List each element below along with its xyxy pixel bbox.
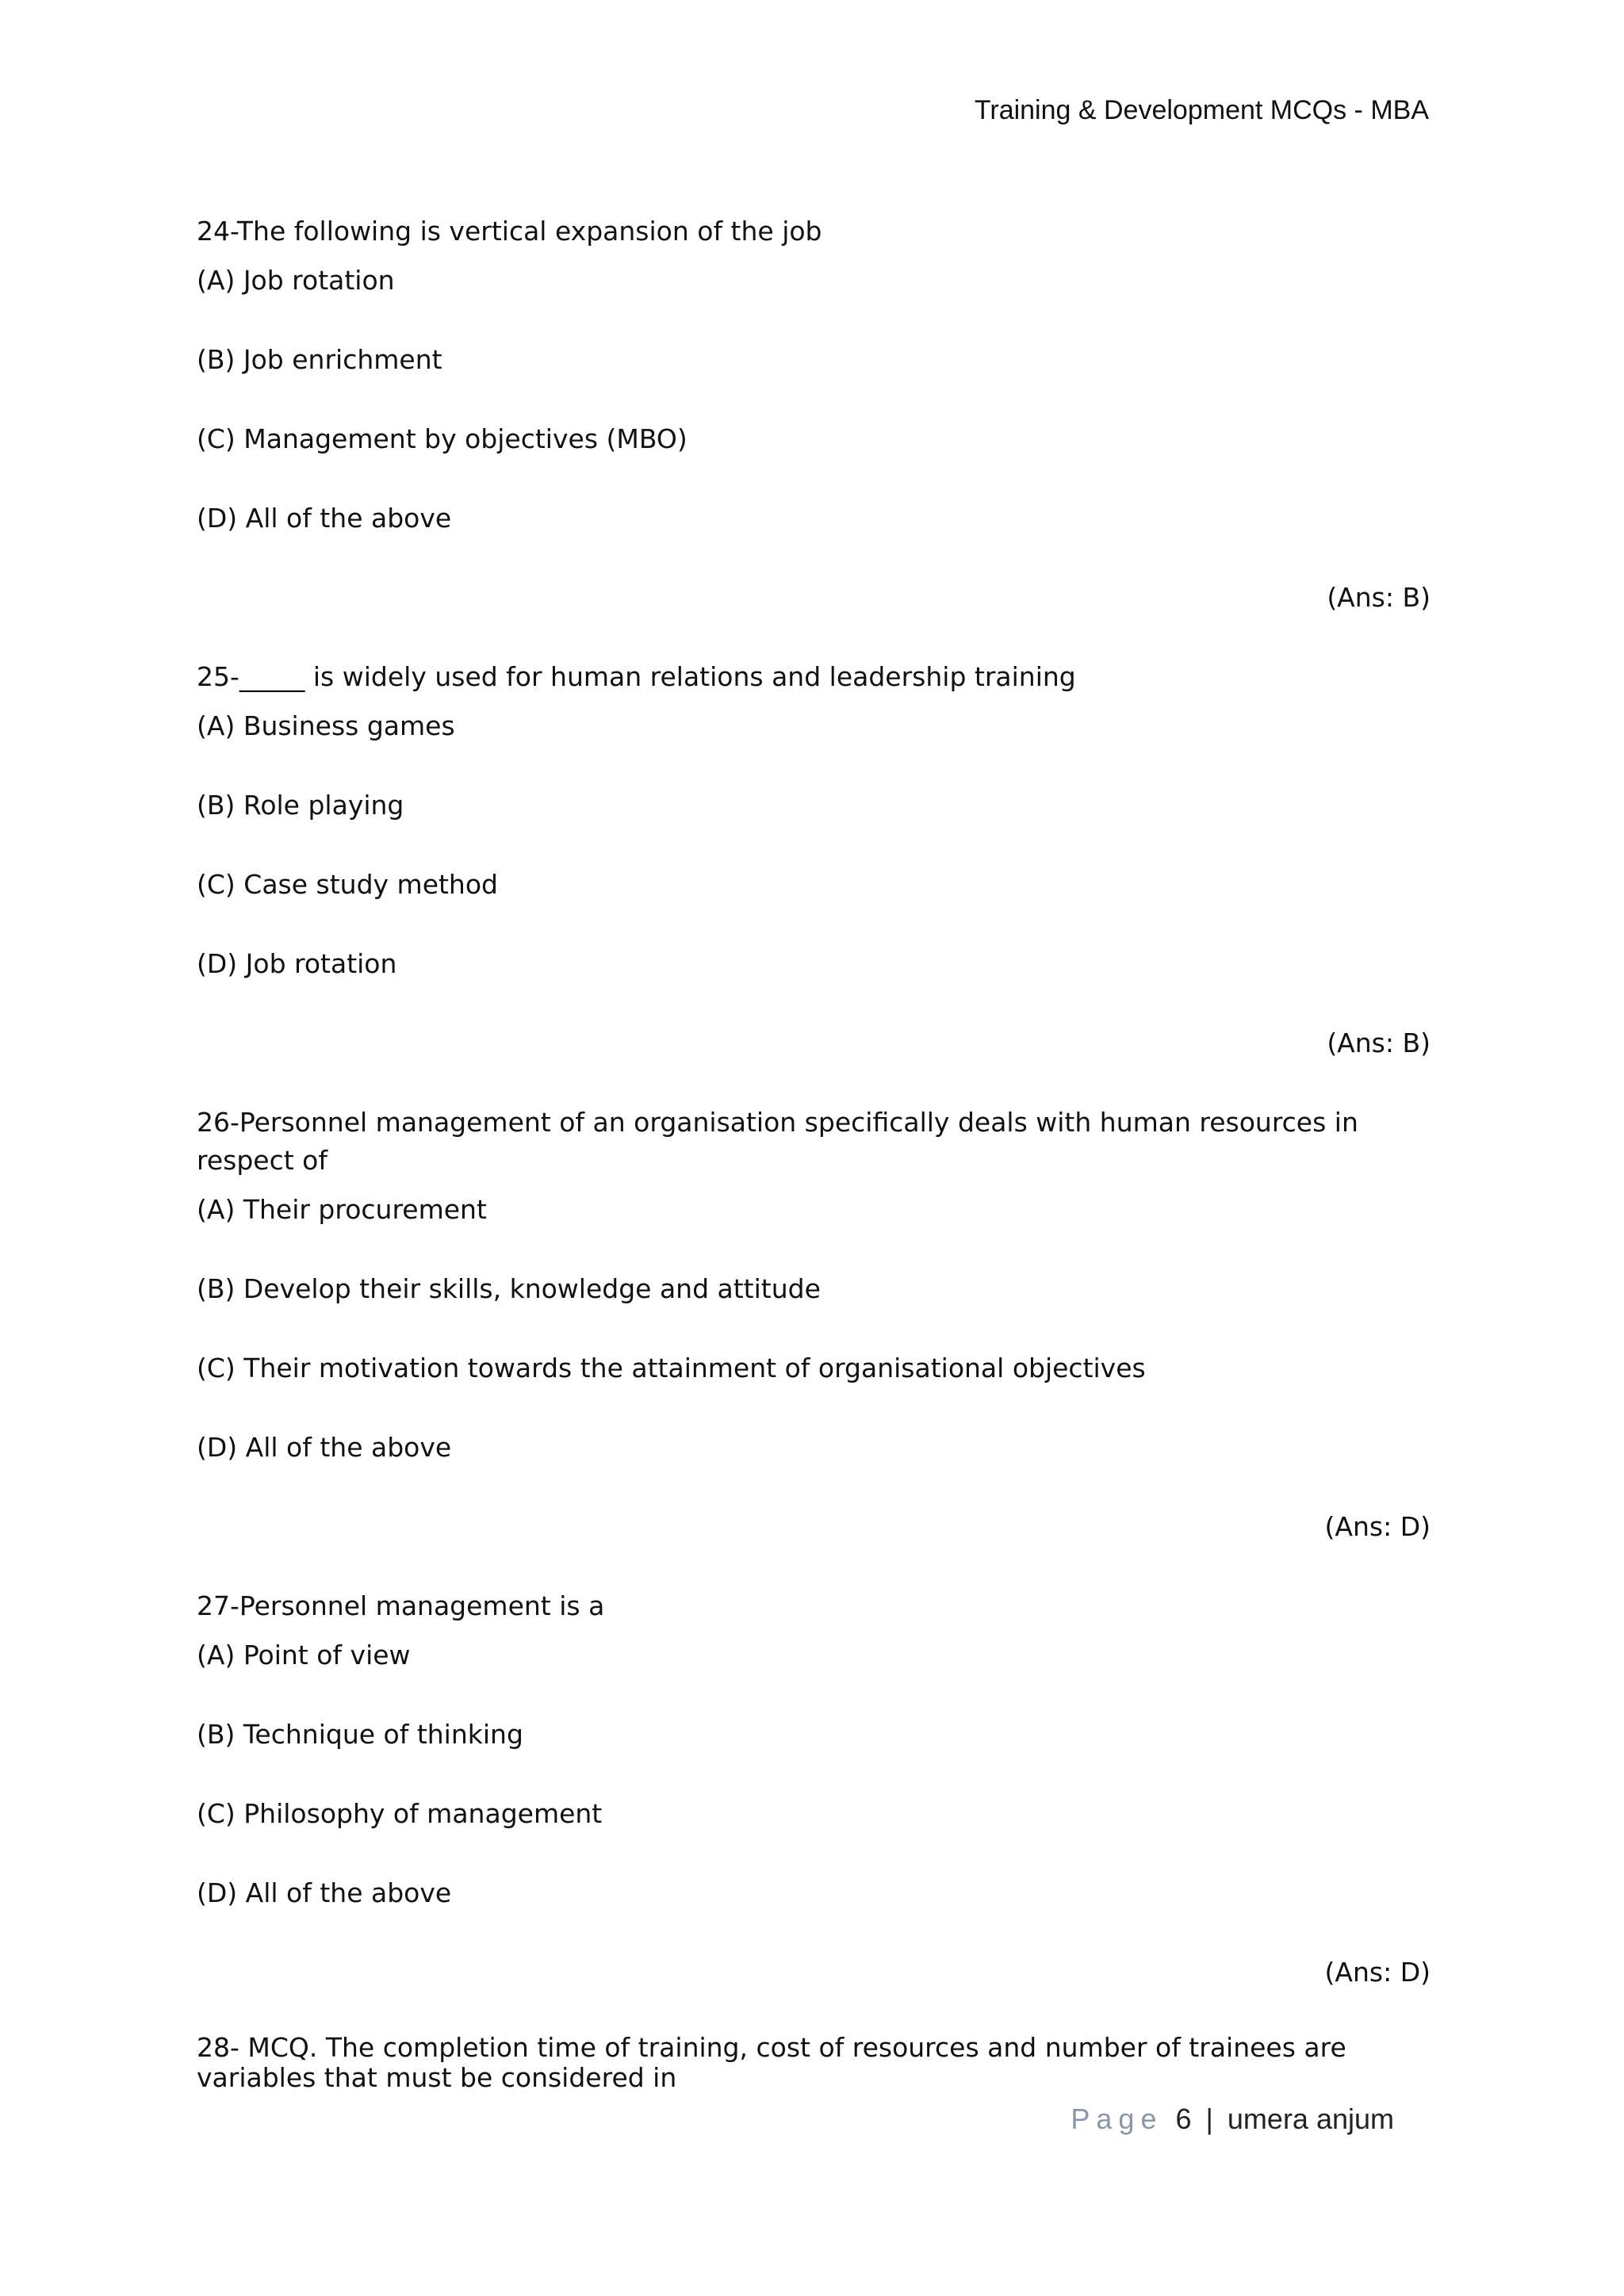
option-d: (D) All of the above <box>197 503 452 534</box>
option-c: (C) Case study method <box>197 869 498 900</box>
option-b: (B) Develop their skills, knowledge and attitude <box>197 1273 821 1304</box>
question-25 <box>197 658 1431 1062</box>
answer-label: (Ans: B) <box>1327 1027 1431 1058</box>
option-c: (C) Management by objectives (MBO) <box>197 423 688 454</box>
question-text: 28- MCQ. The completion time of training, cost of resources and number of trainees are variables that must be considered in <box>197 2032 1346 2093</box>
footer-separator: | <box>1205 2103 1213 2135</box>
question-26 <box>197 1104 1431 1546</box>
page-header-title: Training & Development MCQs - MBA <box>974 95 1429 125</box>
option-c: (C) Philosophy of management <box>197 1798 603 1829</box>
page-footer <box>1071 2103 1394 2136</box>
option-c: (C) Their motivation towards the attainment of organisational objectives <box>197 1353 1146 1383</box>
question-28 <box>197 2033 1431 2093</box>
option-a: (A) Their procurement <box>197 1194 487 1225</box>
question-text: 24-The following is vertical expansion of the job <box>197 216 822 247</box>
option-d: (D) All of the above <box>197 1877 452 1908</box>
option-a: (A) Point of view <box>197 1640 411 1670</box>
question-text: 27-Personnel management is a <box>197 1590 605 1621</box>
question-text: 26-Personnel management of an organisation specifically deals with human resources in respect of <box>197 1107 1358 1176</box>
option-b: (B) Job enrichment <box>197 344 442 375</box>
question-27 <box>197 1587 1431 1992</box>
option-b: (B) Technique of thinking <box>197 1719 523 1750</box>
page-label: Page <box>1071 2103 1163 2135</box>
page-number: 6 <box>1175 2103 1192 2135</box>
question-text: 25-_____ is widely used for human relations and leadership training <box>197 661 1076 692</box>
question-list <box>197 212 1431 2104</box>
option-b: (B) Role playing <box>197 790 404 821</box>
option-a: (A) Business games <box>197 710 455 741</box>
question-24 <box>197 212 1431 617</box>
option-a: (A) Job rotation <box>197 265 395 296</box>
answer-label: (Ans: D) <box>1324 1511 1431 1542</box>
footer-author: umera anjum <box>1227 2103 1394 2135</box>
option-d: (D) All of the above <box>197 1432 452 1463</box>
answer-label: (Ans: B) <box>1327 582 1431 613</box>
answer-label: (Ans: D) <box>1324 1957 1431 1988</box>
option-d: (D) Job rotation <box>197 948 397 979</box>
